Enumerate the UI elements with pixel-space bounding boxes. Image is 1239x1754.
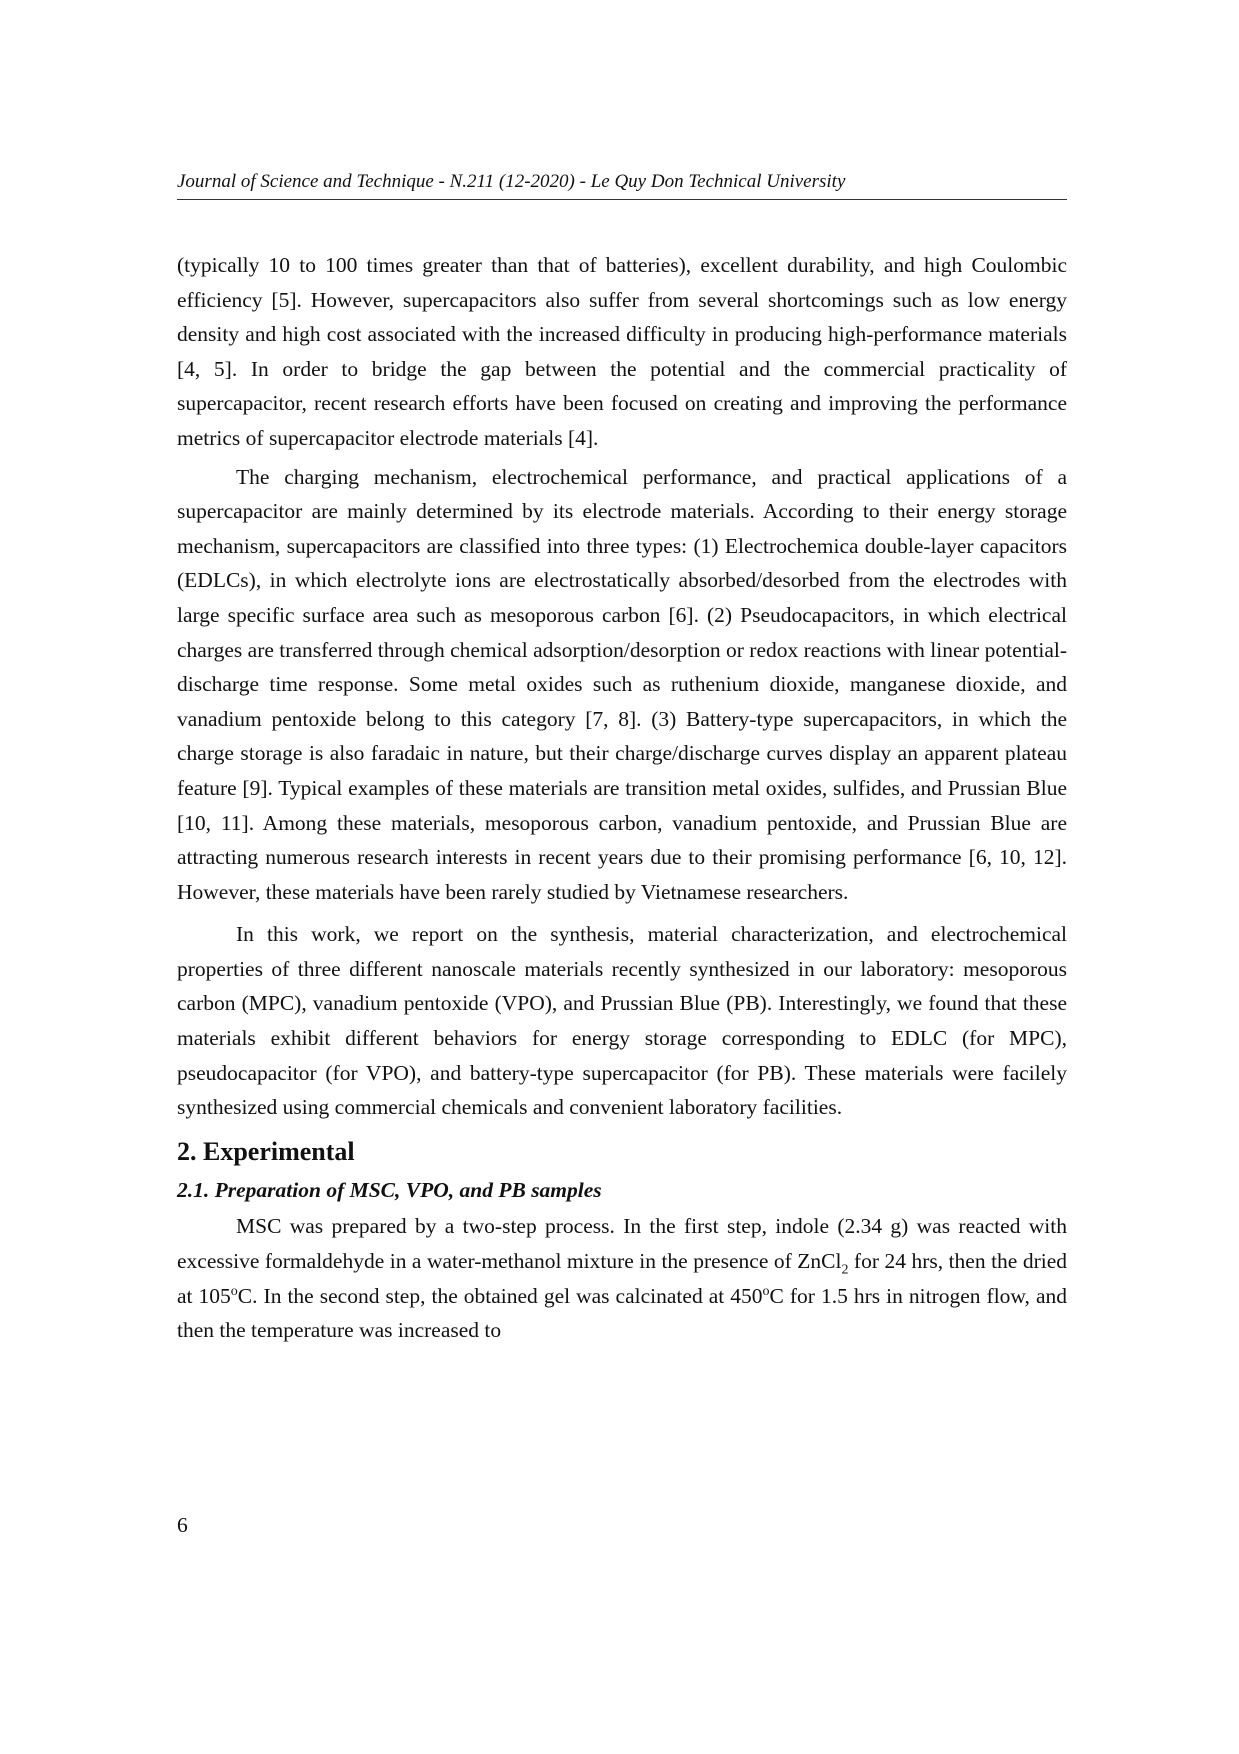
paragraph-msc-preparation [177, 1209, 1067, 1347]
subsection-heading: 2.1. Preparation of MSC, VPO, and PB samples [177, 1177, 602, 1202]
subscript: 2 [841, 1262, 849, 1278]
text-run: for 24 hrs, then the dried at 105 [177, 1249, 1067, 1308]
page-number: 6 [177, 1513, 188, 1537]
article-body [177, 248, 1067, 1348]
text-run: C for 1.5 hrs in nitrogen flow, and then the temperature was increased to [177, 1283, 1067, 1343]
paragraph-this-work: In this work, we report on the synthesis, material characterization, and electrochemical properties of three different nanoscale materials recently synthesized in our laboratory: mesoporous carbon (MPC), vanadium pentoxide (VPO), and Prussian Blue (PB). Interestingly, we found that these materials exhibit different behaviors for energy storage corresponding to EDLC (for MPC), pseudocapacitor (for VPO), and battery-type supercapacitor (for PB). These materials were facilely synthesized using commercial chemicals and convenient laboratory facilities. [177, 922, 1067, 1120]
superscript: o [762, 1283, 770, 1299]
journal-title: Journal of Science and Technique - N.211 (12-2020) - Le Quy Don Technical University [177, 171, 846, 192]
section-heading: 2. Experimental [177, 1136, 355, 1166]
paragraph-charging-mechanism: The charging mechanism, electrochemical performance, and practical applications of a supercapacitor are mainly determined by its electrode materials. According to their energy storage mechanism, supercapacitors are classified into three types: (1) Electrochemica double-layer capacitors (EDLCs), in which electrolyte ions are electrostatically absorbed/desorbed from the electrodes with large specific surface area such as mesoporous carbon [6]. (2) Pseudocapacitors, in which electrical charges are transferred through chemical adsorption/desorption or redox reactions with linear potential-discharge time response. Some metal oxides such as ruthenium dioxide, manganese dioxide, and vanadium pentoxide belong to this category [7, 8]. (3) Battery-type supercapacitors, in which the charge storage is also faradaic in nature, but their charge/discharge curves display an apparent plateau feature [9]. Typical examples of these materials are transition metal oxides, sulfides, and Prussian Blue [10, 11]. Among these materials, mesoporous carbon, vanadium pentoxide, and Prussian Blue are attracting numerous research interests in recent years due to their promising performance [6, 10, 12]. However, these materials have been rarely studied by Vietnamese researchers. [177, 464, 1067, 904]
superscript: o [230, 1283, 238, 1299]
running-header [177, 171, 1067, 200]
text-run: C. In the second step, the obtained gel was calcinated at 450 [237, 1283, 763, 1308]
paragraph-continued: (typically 10 to 100 times greater than that of batteries), excellent durability, and high Coulombic efficiency [5]. However, supercapacitors also suffer from several shortcomings such as low energy density and high cost associated with the increased difficulty in producing high-performance materials [4, 5]. In order to bridge the gap between the potential and the commercial practicality of supercapacitor, recent research efforts have been focused on creating and improving the performance metrics of supercapacitor electrode materials [4]. [177, 253, 1067, 450]
text-run: MSC was prepared by a two-step process. In the first step, indole (2.34 g) was reacted with excessive formaldehyde in a water-methanol mixture in the presence of ZnCl [177, 1214, 1067, 1274]
